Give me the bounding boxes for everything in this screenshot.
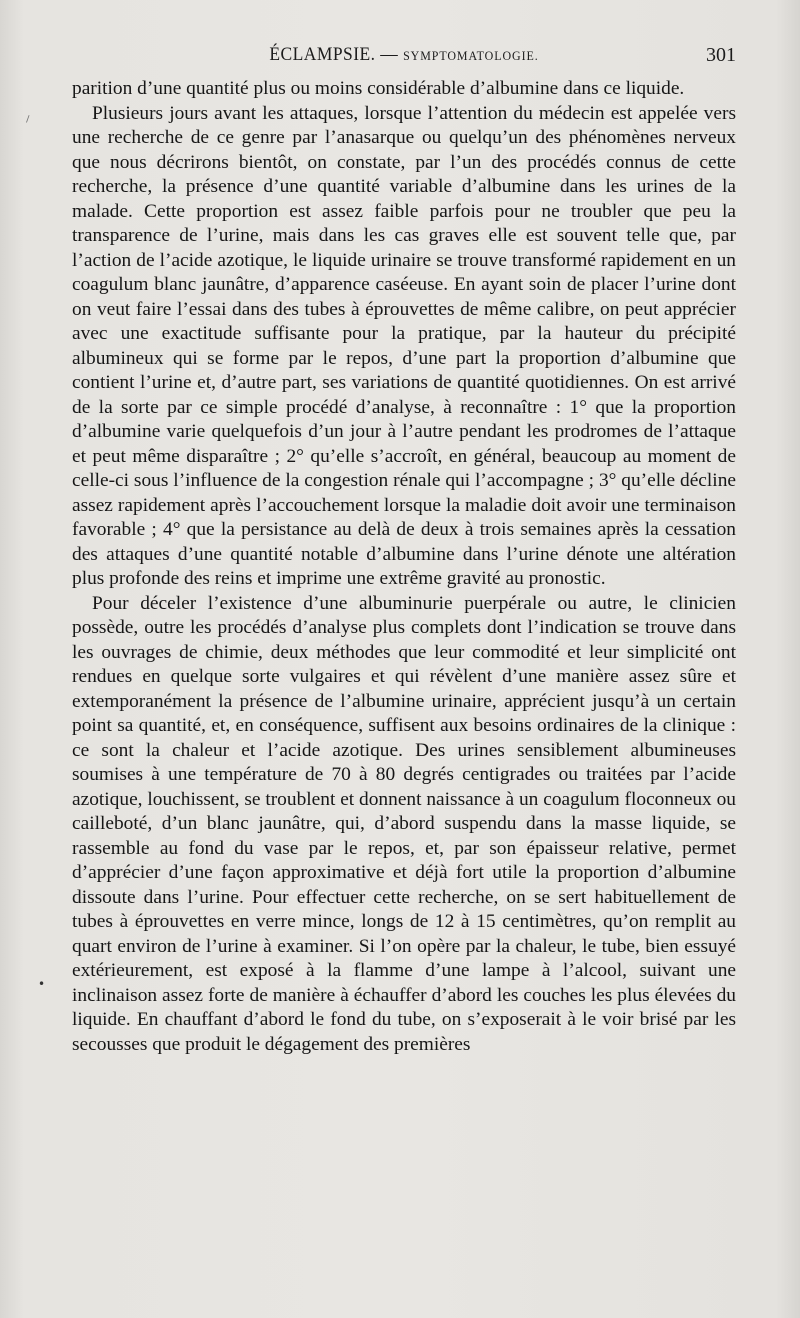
margin-dot-mark: • xyxy=(38,977,46,991)
running-header xyxy=(72,44,736,68)
chapter-title: ÉCLAMPSIE. xyxy=(269,44,376,65)
paragraph-continuation: parition d’une quantité plus ou moins considérable d’albumine dans ce liquide. xyxy=(72,78,685,99)
margin-pencil-mark: ⸝ xyxy=(18,105,34,126)
paragraph-albumin-variations: Plusieurs jours avant les attaques, lorsque l’attention du médecin est appelée vers une recherche de ce genre par l’anasarque ou quelqu’un des phénomènes nerveux que nous décrirons bientôt, on constate, par l’un des procédés connus de cette recherche, la présence d’une quantité variable d’albumine dans les urines de la malade. Cette proportion est assez faible parfois pour ne troubler que peu la transparence de l’urine, mais dans les cas graves elle est souvent telle que, par l’action de l’acide azotique, le liquide urinaire se trouve transformé rapidement en un coagulum blanc jaunâtre, d’apparence caséeuse. En ayant soin de placer l’urine dont on veut faire l’essai dans des tubes à éprouvettes de même calibre, on peut apprécier avec une exactitude suffisante pour la pratique, par la hauteur du précipité albumineux qui se forme par le repos, d’une part la proportion d’albumine que contient l’urine et, d’autre part, ses variations de quantité quotidiennes. On est arrivé de la sorte par ce simple procédé d’analyse, à reconnaître : 1° que la proportion d’albumine varie quelquefois d’un jour à l’autre pendant les prodromes de l’attaque et peut même disparaître ; 2° qu’elle s’accroît, en général, beaucoup au moment de celle-ci sous l’influence de la congestion rénale qui l’accompagne ; 3° qu’elle décline assez rapidement après l’accouchement lorsque la maladie doit avoir une terminaison favorable ; 4° que la persistance au delà de deux à trois semaines après la cessation des attaques d’une quantité notable d’albumine dans l’urine dénote une altération plus profonde des reins et imprime une extrême gravité au pronostic. xyxy=(72,102,736,589)
page-number: 301 xyxy=(706,44,736,66)
running-title xyxy=(99,44,710,66)
title-dash: — xyxy=(375,44,404,65)
body-text xyxy=(72,77,736,1057)
section-title: SYMPTOMATOLOGIE. xyxy=(403,48,539,63)
paragraph-detection-methods: Pour déceler l’existence d’une albuminurie puerpérale ou autre, le clinicien possède, outre les procédés d’analyse plus complets dont l’indication se trouve dans les ouvrages de chimie, deux méthodes que leur commodité et leur simplicité ont rendues en quelque sorte vulgaires et qui révèlent d’une manière assez sûre et extemporanément la présence de l’albumine urinaire, apprécient jusqu’à un certain point sa quantité, et, en conséquence, suffisent aux besoins ordinaires de la clinique : ce sont la chaleur et l’acide azotique. Des urines sensiblement albumineuses soumises à une température de 70 à 80 degrés centigrades ou traitées par l’acide azotique, louchissent, se troublent et donnent naissance à un coagulum floconneux ou caillebоté, d’un blanc jaunâtre, qui, d’abord suspendu dans la masse liquide, se rassemble au fond du vase par le repos, et, par son épaisseur relative, permet d’apprécier d’une façon approximative et déjà fort utile la proportion d’albumine dissoute dans l’urine. Pour effectuer cette recherche, on se sert habituellement de tubes à éprouvettes en verre mince, longs de 12 à 15 centimètres, qu’on remplit au quart environ de l’urine à examiner. Si l’on opère par la chaleur, le tube, bien essuyé extérieurement, est exposé à la flamme d’une lampe à l’alcool, suivant une inclinaison assez forte de manière à échauffer d’abord les couches les plus élevées du liquide. En chauffant d’abord le fond du tube, on s’exposerait à le voir brisé par les secousses que produit le dégagement des premières xyxy=(72,592,736,1055)
